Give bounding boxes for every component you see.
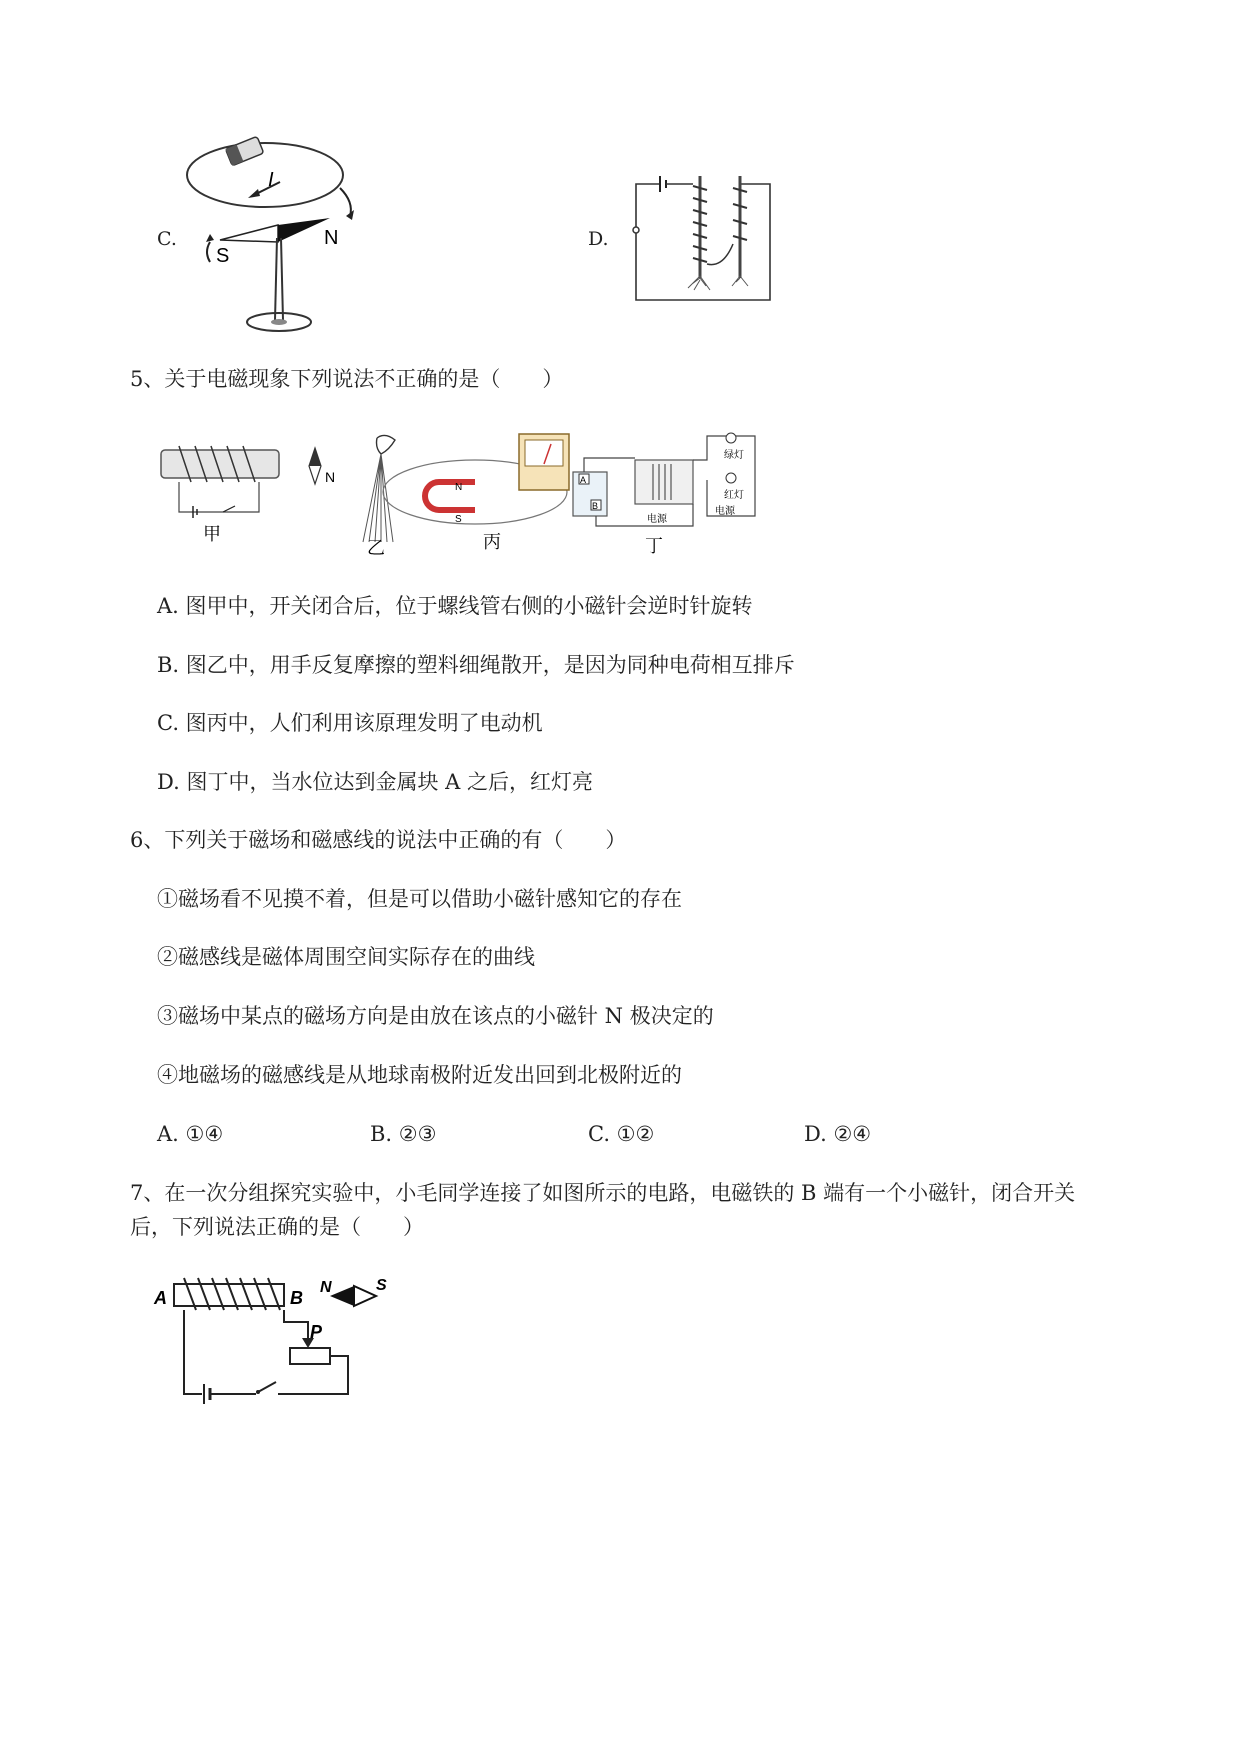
q6-option-c: C. ①② <box>588 1122 655 1146</box>
current-loop <box>187 143 343 207</box>
needle-north-half <box>278 218 330 242</box>
q6-option-d: D. ②④ <box>804 1122 872 1146</box>
rheostat-icon <box>290 1348 330 1364</box>
pins-cluster-1 <box>688 276 710 290</box>
hand-icon <box>377 435 396 454</box>
q5-figure <box>155 430 765 558</box>
q7-figure <box>150 1270 400 1410</box>
q6-statement-1: ①磁场看不见摸不着，但是可以借助小磁针感知它的存在 <box>157 887 682 911</box>
q4-figure-c <box>180 130 380 340</box>
q4-figure-d <box>628 168 778 308</box>
q4-option-d-label: D. <box>588 228 609 250</box>
q6-option-a: A. ①④ <box>157 1122 224 1146</box>
green-lamp-label: 绿灯 <box>724 450 744 461</box>
needle-s-label: S <box>376 1277 387 1294</box>
fig-yi <box>363 435 395 558</box>
q6-statement-2: ②磁感线是磁体周围空间实际存在的曲线 <box>157 945 535 969</box>
fig-jia <box>161 446 335 544</box>
q5-option-c: C. 图丙中，人们利用该原理发明了电动机 <box>157 711 543 735</box>
q5-stem: 5、关于电磁现象下列说法不正确的是（ ） <box>130 367 564 391</box>
jia-label: 甲 <box>203 524 221 544</box>
q7-stem-line1: 7、在一次分组探究实验中，小毛同学连接了如图所示的电路，电磁铁的 B 端有一个小磁针，闭合开关 <box>130 1181 1076 1205</box>
end-a-label: A <box>154 1288 167 1308</box>
switch-icon <box>258 1382 276 1392</box>
q5-option-a: A. 图甲中，开关闭合后，位于螺线管右侧的小磁针会逆时针旋转 <box>157 594 753 618</box>
q5-option-d: D. 图丁中，当水位达到金属块 A 之后，红灯亮 <box>157 770 593 794</box>
red-lamp-label: 红灯 <box>724 490 744 501</box>
yi-label: 乙 <box>367 538 385 558</box>
switch-icon <box>633 227 639 233</box>
block-a-label: A <box>580 475 587 485</box>
horseshoe-magnet-icon <box>425 482 475 510</box>
green-lamp-icon <box>726 433 736 443</box>
q6-option-b: B. ②③ <box>370 1122 437 1146</box>
block-b-label: B <box>592 501 599 511</box>
south-label: S <box>216 245 230 267</box>
slider-p-label: P <box>310 1322 323 1342</box>
bing-label: 丙 <box>483 532 501 552</box>
q6-statement-3: ③磁场中某点的磁场方向是由放在该点的小磁针 N 极决定的 <box>157 1004 714 1028</box>
magnet-n-label: N <box>455 482 463 493</box>
q6-stem: 6、下列关于磁场和磁感线的说法中正确的有（ ） <box>130 828 627 852</box>
needle-north-half <box>330 1286 354 1306</box>
end-b-label: B <box>290 1288 303 1308</box>
q4-option-c-label: C. <box>157 228 177 250</box>
q5-option-b: B. 图乙中，用手反复摩擦的塑料细绳散开，是因为同种电荷相互排斥 <box>157 653 795 677</box>
compass-n-label: N <box>325 469 336 485</box>
red-lamp-icon <box>726 473 736 483</box>
ding-label: 丁 <box>645 536 663 556</box>
power2-label: 电源 <box>715 506 735 517</box>
strings <box>363 454 393 542</box>
current-label: I <box>268 169 274 191</box>
q6-statement-4: ④地磁场的磁感线是从地球南极附近发出回到北极附近的 <box>157 1063 682 1087</box>
water-container <box>573 472 607 516</box>
relay-icon <box>635 460 693 504</box>
q7-stem-line2: 后，下列说法正确的是（ ） <box>130 1215 424 1239</box>
switch-icon <box>223 506 235 512</box>
magnet-s-label: S <box>455 514 462 525</box>
needle-n-label: N <box>320 1279 332 1296</box>
north-label: N <box>324 227 339 249</box>
needle-south-half <box>354 1286 376 1306</box>
battery-icon <box>225 136 263 165</box>
fig-bing <box>383 434 569 552</box>
power1-label: 电源 <box>647 514 667 525</box>
needle-south-half <box>220 225 278 242</box>
fig-ding <box>573 433 755 556</box>
